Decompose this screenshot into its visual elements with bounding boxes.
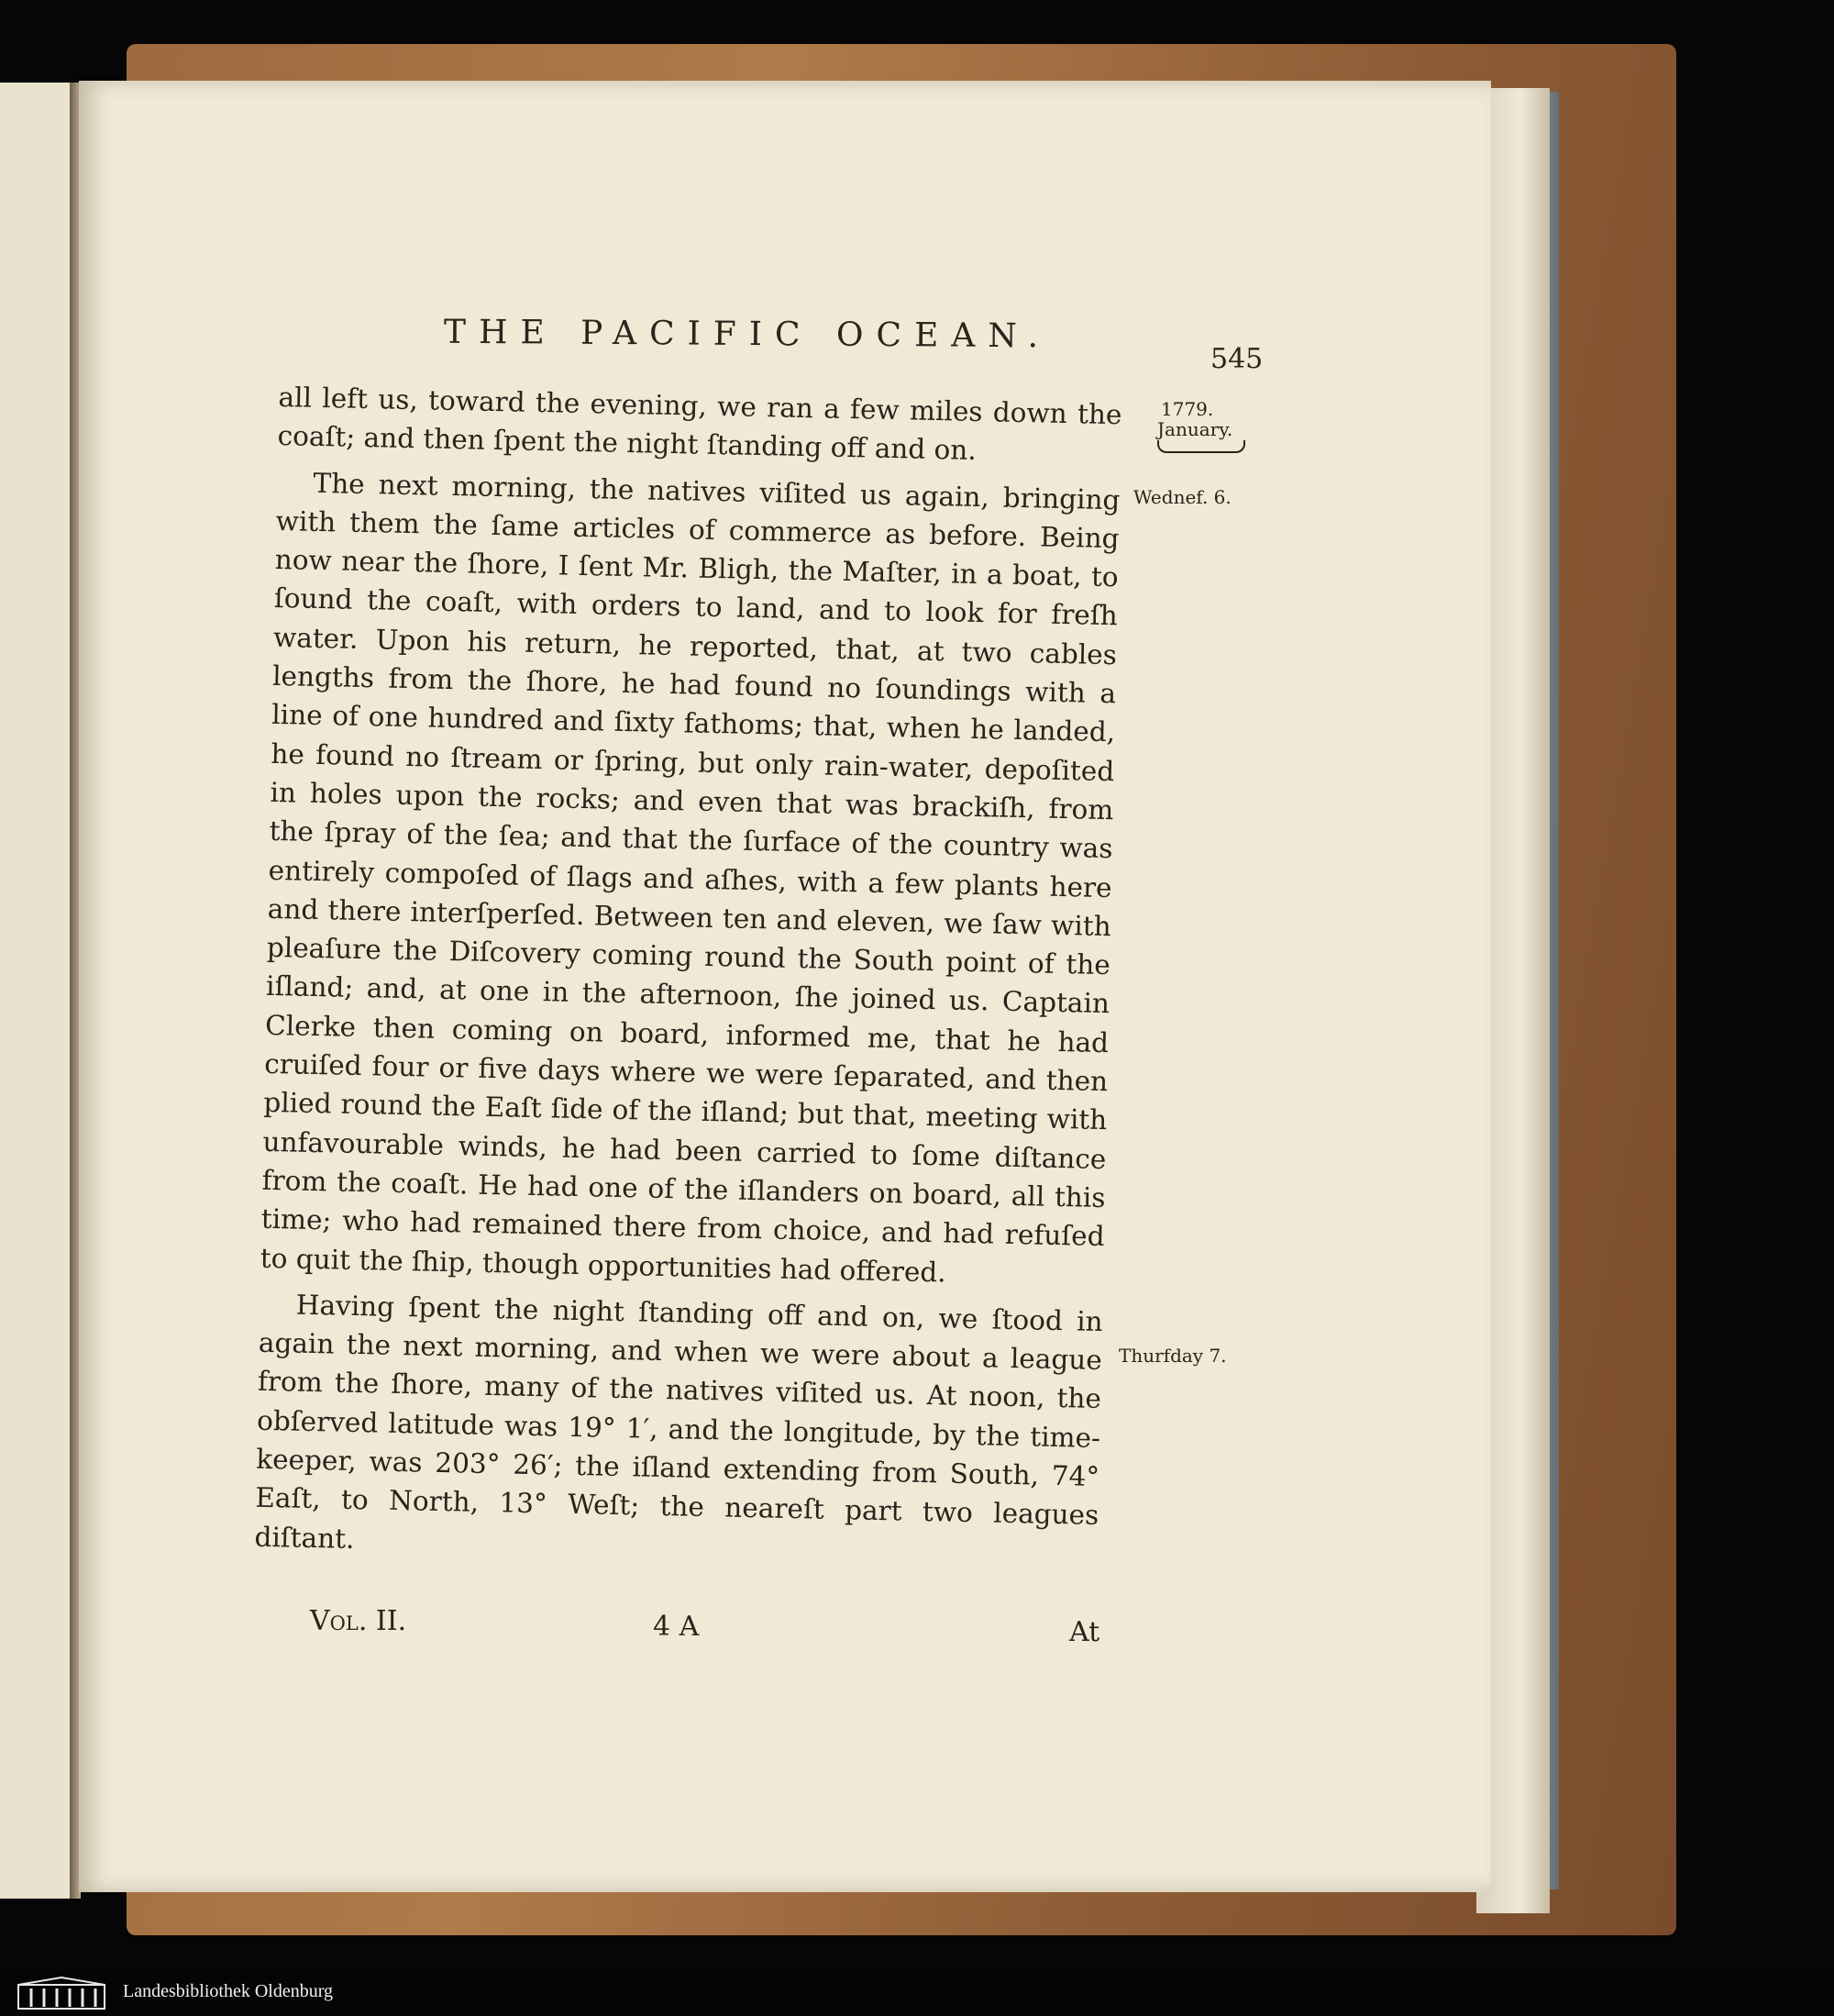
margin-year: 1779.: [1161, 398, 1214, 420]
margin-date-thursday: Thurfday 7.: [1119, 1345, 1227, 1367]
body-text: [254, 378, 1122, 1574]
catchword: At: [1069, 1616, 1100, 1648]
running-head: THE PACIFIC OCEAN.: [443, 313, 1052, 356]
volume-label: Vol. II.: [310, 1605, 407, 1637]
margin-brace: [1157, 440, 1245, 453]
margin-month: January.: [1157, 418, 1233, 440]
paragraph-3: Having ſpent the night ſtanding off and on, we ſtood in again the next morning, and when we were about a league from the ſhore, many of the natives viſited us. At noon, the obſerved latitude was 19° 1′, and the longitude, by the time-keeper, was 203° 26′; the iſland extending from South, 74° Eaſt, to North, 13° Weſt; the neareſt part two leagues diſtant.: [254, 1289, 1104, 1555]
paragraph-2: The next morning, the natives viſited us again, bringing with them the ſame articles of commerce as before. Being now near the ſhore, I ſent Mr. Bligh, the Maſter, in a boat, to ſound the coaſt, with orders to land, and to look for freſh water. Upon his return, he reported, that, at two cables lengths from the ſhore, he had found no ſoundings with a line of one hundred and ſixty fathoms; that, when he landed, he found no ſtream or ſpring, but only rain-water, depoſited in holes upon the rocks; and even that was brackiſh, from the ſpray of the ſea; and that the ſurface of the country was entirely compoſed of ſlags and aſhes, with a few plants here and there interſperſed. Between ten and eleven, we ſaw with pleaſure the Diſcovery coming round the South point of the iſland; and, at one in the afternoon, ſhe joined us. Captain Clerke then coming on board, informed me, that he had cruiſed four or five days where we were ſeparated, and then plied round the Eaſt ſide of the iſland; but that, meeting with unfavourable winds, he had been carried to ſome diſtance from the coaſt. He had one of the iſlanders on board, all this time; who had remained there from choice, and had refuſed to quit the ſhip, though opportunities had offered.: [260, 467, 1121, 1288]
page-number: 545: [1210, 343, 1264, 375]
margin-date-wednesday: Wednef. 6.: [1133, 486, 1232, 508]
left-page-edge: [0, 83, 70, 1899]
library-brand-bar: [0, 1970, 1834, 2016]
signature-mark: 4 A: [653, 1611, 700, 1643]
library-name: Landesbibliothek Oldenburg: [123, 1981, 334, 2001]
paragraph-1: all left us, toward the evening, we ran a few miles down the coaſt; and then ſpent the night ſtanding off and on.: [277, 381, 1122, 467]
library-building-icon: [17, 1976, 106, 2010]
